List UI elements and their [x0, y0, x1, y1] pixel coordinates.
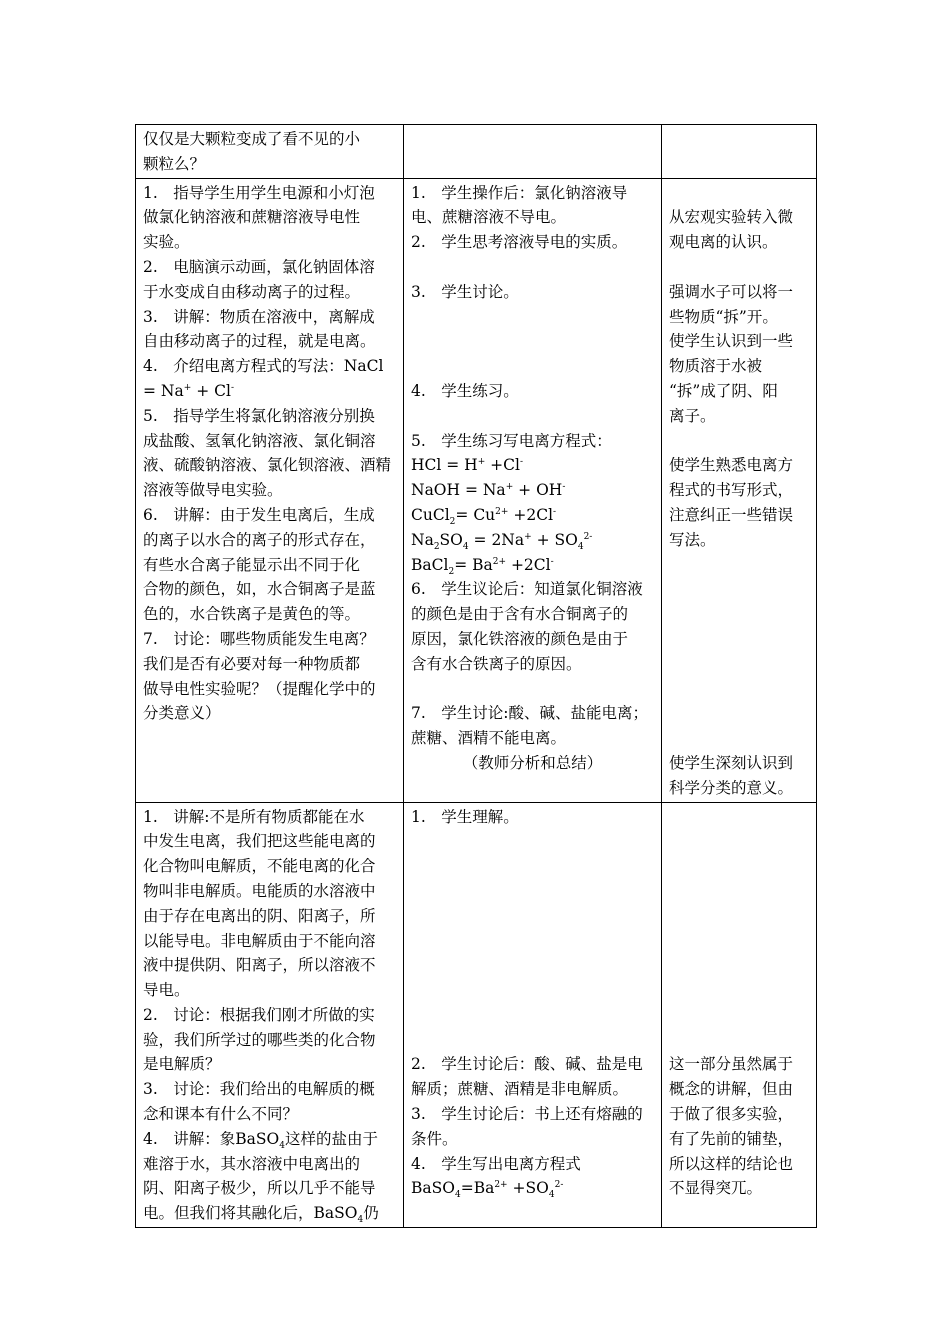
- text-line: 验，我们所学过的哪些类的化合物: [143, 1030, 376, 1049]
- text-line: 4. 讲解：象BaSO$_4$这样的盐由于: [143, 1129, 378, 1151]
- text-line: 条件。: [411, 1129, 458, 1148]
- text-line: 这一部分虽然属于: [669, 1055, 794, 1074]
- text-line: 1. 讲解:不是所有物质都能在水: [143, 807, 365, 826]
- text-line: 从宏观实验转入微: [669, 208, 794, 227]
- text-line: 所以这样的结论也: [669, 1154, 794, 1173]
- text-line: 由于存在电离出的阴、阳离子，所: [143, 906, 376, 925]
- text-line: 使学生认识到一些: [669, 332, 794, 351]
- text-line: 有些水合离子能显示出不同于化: [143, 555, 361, 574]
- text-line: 概念的讲解，但由: [669, 1080, 794, 1099]
- text-line: 写法。: [669, 530, 716, 549]
- lesson-plan-table: [135, 124, 817, 1228]
- table-row: [136, 178, 817, 802]
- text-line: 于做了很多实验，: [669, 1105, 794, 1124]
- text-line: 做氯化钠溶液和蔗糖溶液导电性: [143, 208, 361, 227]
- teacher-activity-cell: [136, 802, 404, 1228]
- student-activity-cell: [404, 125, 662, 179]
- text-line: 5. 学生练习写电离方程式：: [411, 431, 612, 450]
- text-line: 1. 学生理解。: [411, 807, 519, 826]
- design-purpose-cell: [662, 125, 817, 179]
- text-line: 电。但我们将其融化后，BaSO$_4$仍: [143, 1204, 379, 1226]
- text-line: 难溶于水，其水溶液中电离出的: [143, 1154, 361, 1173]
- equation-bacl2: BaCl$_2$= $Ba^{2+} +2Cl^-$: [411, 555, 554, 577]
- equation-hcl: HCl = H+ +Cl-: [411, 456, 524, 475]
- text-line: 于水变成自由移动离子的过程。: [143, 282, 361, 301]
- text-line: 仅仅是大颗粒变成了看不见的小: [143, 130, 361, 148]
- text-line: 3. 学生讨论后：书上还有熔融的: [411, 1105, 643, 1124]
- text-line: 2. 讨论：根据我们刚才所做的实: [143, 1005, 375, 1024]
- text-line: 物质溶于水被: [669, 357, 763, 376]
- teacher-activity-cell: [136, 178, 404, 802]
- text-line: 7. 学生讨论:酸、碱、盐能电离；: [411, 704, 649, 723]
- text-line: 液中提供阴、阳离子，所以溶液不: [143, 956, 376, 975]
- text-line: 观电离的认识。: [669, 233, 778, 252]
- text-line: 以能导电。非电解质由于不能向溶: [143, 931, 376, 950]
- text-line: 中发生电离，我们把这些能电离的: [143, 832, 376, 851]
- text-line: 化合物叫电解质，不能电离的化合: [143, 857, 376, 876]
- text-line: 念和课本有什么不同？: [143, 1105, 299, 1124]
- text-line: 分类意义）: [143, 704, 221, 723]
- text-line: 实验。: [143, 233, 190, 252]
- text-line: 4. 介绍电离方程式的写法：NaCl: [143, 357, 384, 376]
- equation-naoh: NaOH = Na+ + OH-: [411, 481, 566, 500]
- equation-line: = Na+ + Cl-: [143, 381, 234, 400]
- text-line: 强调水子可以将一: [669, 282, 794, 301]
- text-line: 解质；蔗糖、酒精是非电解质。: [411, 1080, 629, 1099]
- text-line: 注意纠正一些错误: [669, 505, 794, 524]
- text-line: 是电解质？: [143, 1055, 221, 1074]
- text-line: 6. 学生议论后：知道氯化铜溶液: [411, 580, 643, 599]
- design-purpose-cell: [662, 178, 817, 802]
- text-line: 自由移动离子的过程，就是电离。: [143, 332, 376, 351]
- text-line: 6. 讲解：由于发生电离后，生成: [143, 505, 375, 524]
- text-line: 3. 讨论：我们给出的电解质的概: [143, 1080, 375, 1099]
- text-line: 4. 学生写出电离方程式: [411, 1154, 581, 1173]
- text-line: 2. 学生讨论后：酸、碱、盐是电: [411, 1055, 643, 1074]
- text-line: 使学生熟悉电离方: [669, 456, 794, 475]
- text-line: 阴、阳离子极少，所以几乎不能导: [143, 1179, 376, 1198]
- equation-cucl2: CuCl$_2$= $Cu^{2+} +2Cl^-$: [411, 505, 557, 528]
- table-row: [136, 125, 817, 179]
- text-line: 离子。: [669, 406, 716, 425]
- text-line: 液、硫酸钠溶液、氯化钡溶液、酒精: [143, 456, 392, 475]
- text-line: 5. 指导学生将氯化钠溶液分别换: [143, 406, 375, 425]
- equation-na2so4: $Na_2SO_4 = 2Na^+ + SO_4^{2-}$: [411, 530, 593, 552]
- text-line: 2. 学生思考溶液导电的实质。: [411, 233, 628, 252]
- text-line: 3. 学生讨论。: [411, 282, 519, 301]
- text-line: 颗粒么？: [143, 154, 206, 173]
- equation-baso4: $BaSO_4=Ba^{2+} +SO_4^{2-}$: [411, 1179, 564, 1201]
- summary-note: （教师分析和总结）: [462, 753, 603, 772]
- text-line: 的离子以水合的离子的形式存在，: [143, 530, 376, 549]
- text-line: 导电。: [143, 981, 190, 1000]
- text-line: 不显得突兀。: [669, 1179, 763, 1198]
- text-line: 原因，氯化铁溶液的颜色是由于: [411, 629, 629, 648]
- text-line: 电、蔗糖溶液不导电。: [411, 208, 567, 227]
- text-line: 色的，水合铁离子是黄色的等。: [143, 605, 361, 624]
- text-line: 程式的书写形式，: [669, 481, 794, 500]
- text-line: 3. 讲解：物质在溶液中，离解成: [143, 307, 375, 326]
- design-purpose-cell: [662, 802, 817, 1228]
- text-line: 些物质“拆”开。: [669, 307, 778, 326]
- text-line: 1. 学生操作后：氯化钠溶液导: [411, 183, 628, 202]
- text-line: 科学分类的意义。: [669, 778, 794, 797]
- text-line: 我们是否有必要对每一种物质都: [143, 654, 361, 673]
- text-line: 蔗糖、酒精不能电离。: [411, 729, 567, 748]
- teacher-activity-cell: [136, 125, 404, 179]
- text-line: 做导电性实验呢？（提醒化学中的: [143, 679, 376, 698]
- text-line: 成盐酸、氢氧化钠溶液、氯化铜溶: [143, 431, 376, 450]
- student-activity-cell: [404, 178, 662, 802]
- text-line: 溶液等做导电实验。: [143, 481, 283, 500]
- text-line: 含有水合铁离子的原因。: [411, 654, 582, 673]
- text-line: 1. 指导学生用学生电源和小灯泡: [143, 183, 375, 202]
- text-line: 合物的颜色，如，水合铜离子是蓝: [143, 580, 376, 599]
- text-line: “拆”成了阴、阳: [669, 381, 778, 400]
- table-row: [136, 802, 817, 1228]
- text-line: 物叫非电解质。电能质的水溶液中: [143, 881, 376, 900]
- text-line: 7. 讨论：哪些物质能发生电离？: [143, 629, 375, 648]
- student-activity-cell: [404, 802, 662, 1228]
- text-line: 2. 电脑演示动画，氯化钠固体溶: [143, 257, 375, 276]
- text-line: 的颜色是由于含有水合铜离子的: [411, 605, 629, 624]
- text-line: 4. 学生练习。: [411, 381, 519, 400]
- text-line: 使学生深刻认识到: [669, 753, 794, 772]
- text-line: 有了先前的铺垫，: [669, 1129, 794, 1148]
